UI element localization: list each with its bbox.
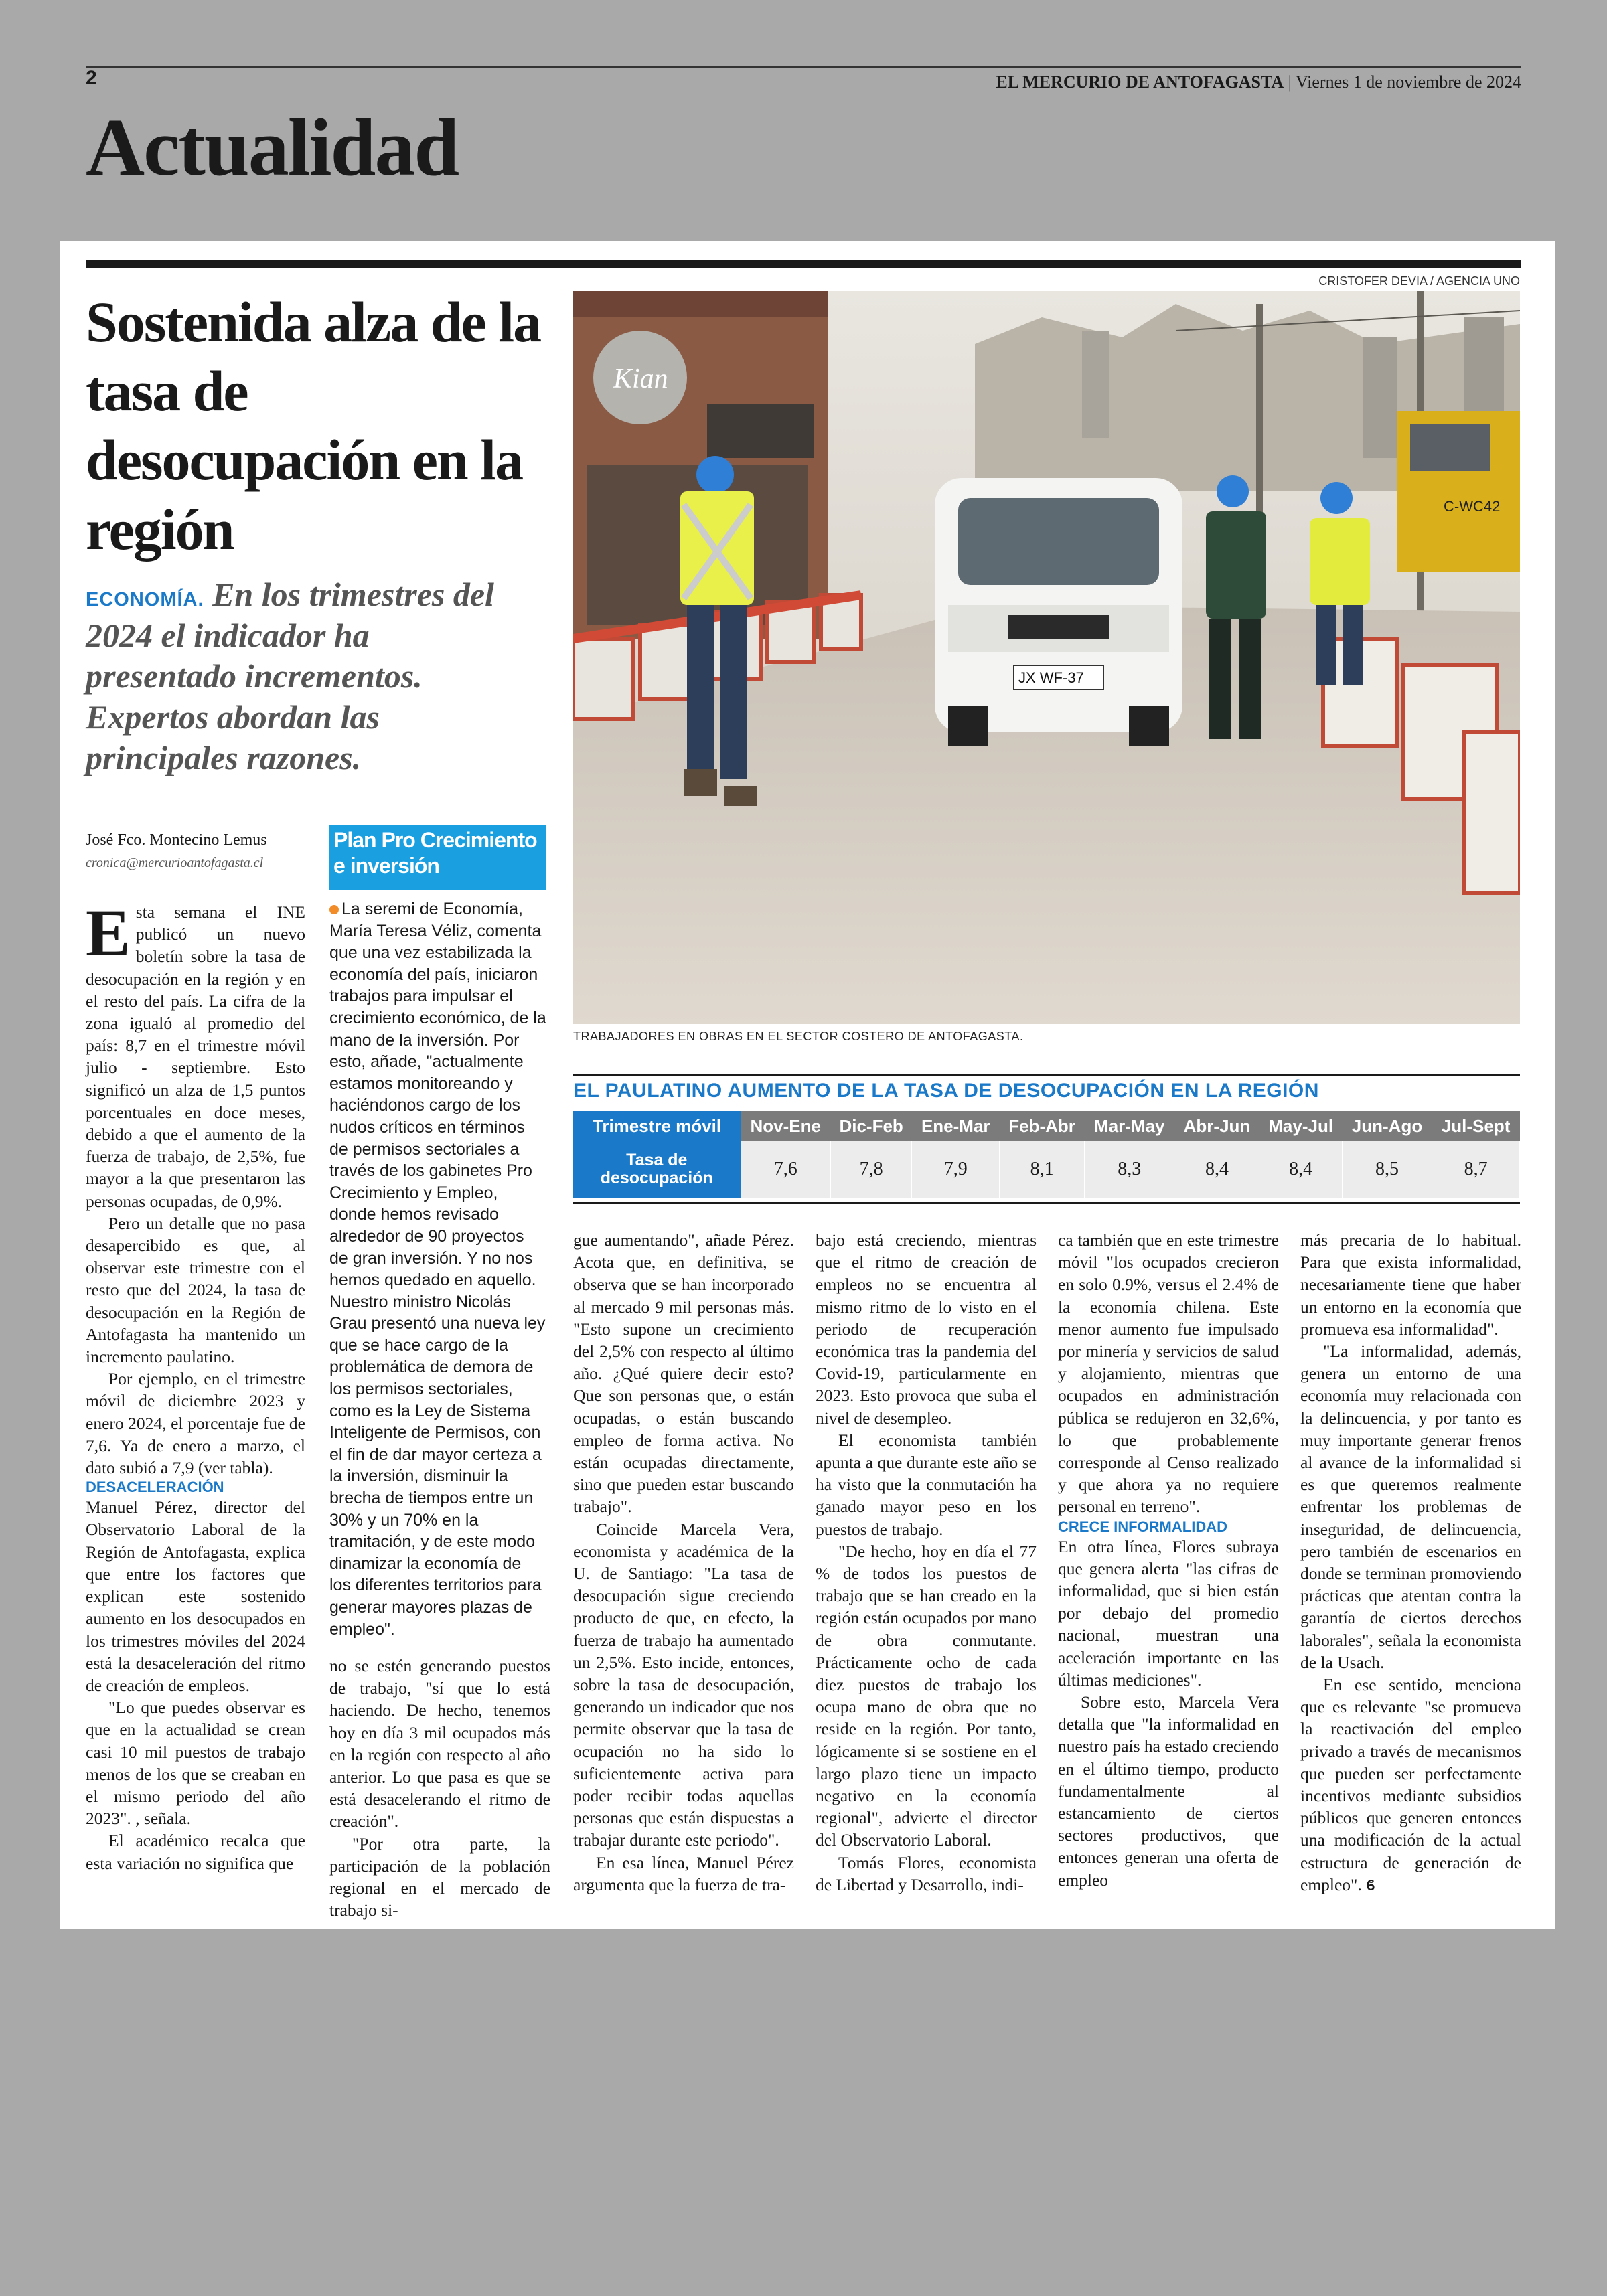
photo-street-works	[573, 291, 1520, 1024]
page-number: 2	[86, 67, 97, 89]
table-cell: 8,5	[1342, 1141, 1432, 1198]
publication-info	[996, 72, 1521, 92]
paragraph: Manuel Pérez, director del Observatorio Laboral de la Región de Antofagasta, explica que entre los factores que explican este sostenido aumento en los desocupados en los trimestres móviles del 2024 está la desaceleración del ritmo de creación de empleos.	[86, 1497, 305, 1695]
author: José Fco. Montecino Lemus	[86, 831, 267, 849]
subheading-crece-informalidad: CRECE INFORMALIDAD	[1058, 1518, 1227, 1535]
col-may-jul: May-Jul	[1259, 1111, 1342, 1141]
bullet-icon	[329, 905, 339, 914]
table-header-row	[573, 1111, 1520, 1141]
col-abr-jun: Abr-Jun	[1174, 1111, 1259, 1141]
publication-date: | Viernes 1 de noviembre de 2024	[1288, 72, 1521, 92]
deck-text: En los trimestres del 2024 el indicador ha presentado incrementos. Expertos abordan las principales razones.	[86, 576, 494, 776]
photo-illustration	[573, 291, 1520, 1024]
section-title: Actualidad	[86, 102, 459, 193]
paragraph: gue aumentando", añade Pérez. Acota que, en definitiva, se observa que se han incorporado al mercado 9 mil personas más. "Esto supone un crecimiento del 2,5% con respecto al último año. ¿Qué quiere decir esto? Que son personas que, o están ocupadas, o están buscando empleo de forma activa. No están ocupadas directamente, sino que pueden estar buscando trabajo".	[573, 1230, 794, 1517]
paragraph: En esa línea, Manuel Pérez argumenta que la fuerza de tra-	[573, 1852, 794, 1894]
unemployment-table	[573, 1111, 1520, 1198]
headline: Sostenida alza de la tasa de desocupación en la región	[86, 290, 541, 562]
paragraph: En ese sentido, menciona que es relevante "se promueva la reactivación del empleo privado a través de mecanismos que pueden ser perfectamente incentivos mediante subsidios públicos que generen entonces una modificación de la actual estructura de generación de empleo". ϐ	[1300, 1675, 1521, 1894]
deck	[86, 574, 528, 778]
table-cell: 8,3	[1085, 1141, 1174, 1198]
author-email[interactable]: cronica@mercurioantofagasta.cl	[86, 855, 264, 870]
col-ene-mar: Ene-Mar	[912, 1111, 1000, 1141]
photo-caption: TRABAJADORES EN OBRAS EN EL SECTOR COSTERO DE ANTOFAGASTA.	[573, 1030, 1024, 1043]
table-cell: 8,7	[1432, 1141, 1520, 1198]
paragraph: más precaria de lo habitual. Para que exista informalidad, necesariamente tiene que haber un entorno en la economía que promueva esa informalidad".	[1300, 1230, 1521, 1339]
photo-credit: CRISTOFER DEVIA / AGENCIA UNO	[1318, 274, 1520, 288]
paragraph: "Por otra parte, la participación de la población regional en el mercado de trabajo si-	[329, 1833, 550, 1920]
paragraph: "La informalidad, además, genera un entorno de una economía muy relacionada con la delincuencia, y por tanto es muy importante generar frenos al avance de la informalidad si es que queremos realmente enfrentar los problemas de inseguridad, de delincuencia, pero también de escenarios en donde se terminan promoviendo prácticas que atentan contra la garantía de ciertos derechos laborales", señala la economista de la Usach.	[1300, 1341, 1521, 1672]
paragraph: ca también que en este trimestre móvil "los ocupados crecieron en solo 0.9%, versus el 2.4% de la economía chilena. Este menor aumento fue impulsado por minería y servicios de salud y alojamiento, mientras que ocupados en administración pública se redujeron en 32,6%, lo que probablemente corresponde al Censo realizado y que ahora ya no requiere personal en terreno".	[1058, 1230, 1279, 1517]
body-column-5	[1058, 1229, 1279, 1891]
end-mark-icon: ϐ	[1366, 1876, 1375, 1894]
table-title: EL PAULATINO AUMENTO DE LA TASA DE DESOCUPACIÓN EN LA REGIÓN	[573, 1074, 1520, 1102]
table-row-label: Tasa de desocupación	[573, 1141, 741, 1198]
body-column-6	[1300, 1229, 1521, 1896]
sidebar-title: Plan Pro Crecimiento e inversión	[329, 825, 546, 890]
col-dic-feb: Dic-Feb	[830, 1111, 911, 1141]
col-jun-ago: Jun-Ago	[1342, 1111, 1432, 1141]
sidebar-body: La seremi de Economía, María Teresa Véliz, comenta que una vez estabilizada la economía del país, iniciaron trabajos para impulsar el crecimiento económico, de la mano de la inversión. Por esto, añade, "actualmente estamos monitoreando y haciéndonos cargo de los nudos críticos en términos de permisos sectoriales a través de los gabinetes Pro Crecimiento y Empleo, donde hemos revisado alrededor de 90 proyectos de gran inversión. Y no nos hemos quedado en aquello. Nuestro ministro Nicolás Grau presentó una nueva ley que se hace cargo de la problemática de demora de los permisos sectoriales, como es la Ley de Sistema Inteligente de Permisos, con el fin de dar mayor certeza a la inversión, disminuir la brecha de tiempos entre un 30% y un 70% en la tramitación, y de este modo dinamizar la economía de los diferentes territorios para generar mayores plazas de empleo".	[329, 900, 546, 1639]
sidebar-text	[329, 898, 546, 1640]
publication-name: EL MERCURIO DE ANTOFAGASTA	[996, 72, 1284, 92]
store-sign: Kian	[613, 363, 668, 394]
table-row-header: Trimestre móvil	[573, 1111, 741, 1141]
table-cell: 8,1	[1000, 1141, 1085, 1198]
paragraph: En otra línea, Flores subraya que genera alerta "las cifras de informalidad, que si bien están por debajo del promedio nacional, muestran una aceleración importante en las últimas mediciones".	[1058, 1536, 1279, 1690]
paragraph: Esta semana el INE publicó un nuevo boletín sobre la tasa de desocupación en la región y en el resto del país. La cifra de la zona igualó al promedio del país: 8,7 en el trimestre móvil julio - septiembre. Esto significó un alza de 1,5 puntos porcentuales en doce meses, debido a que el aumento de la fuerza de trabajo, de 2,5%, fue mayor a la que presentaron las personas ocupadas, de 0,9%.	[86, 896, 305, 1211]
col-mar-may: Mar-May	[1085, 1111, 1174, 1141]
truck-label: C-WC42	[1444, 498, 1501, 515]
subheading-desaceleracion: DESACELERACIÓN	[86, 1479, 224, 1496]
white-van	[935, 478, 1182, 746]
table-bottom-rule	[573, 1202, 1520, 1204]
body-column-3	[573, 1229, 794, 1896]
col-jul-sept: Jul-Sept	[1432, 1111, 1520, 1141]
paragraph: Sobre esto, Marcela Vera detalla que "la informalidad en nuestro país ha estado creciendo en el último tiempo, producto fundamentalmente al estancamiento de ciertos sectores productivos, que entonces generan una oferta de empleo	[1058, 1692, 1279, 1890]
paragraph: El economista también apunta a que durante este año se ha visto que la conmutación ha ganado mayor peso en los puestos de trabajo.	[816, 1430, 1037, 1539]
table-cell: 8,4	[1259, 1141, 1342, 1198]
paragraph: Tomás Flores, economista de Libertad y Desarrollo, indi-	[816, 1852, 1037, 1894]
col-nov-ene: Nov-Ene	[741, 1111, 830, 1141]
table-cell: 8,4	[1174, 1141, 1259, 1198]
col-feb-abr: Feb-Abr	[1000, 1111, 1085, 1141]
paragraph: Pero un detalle que no pasa desapercibido es que, al observar este trimestre con el resto que del 2024, la tasa de desocupación en la Región de Antofagasta ha mantenido un incremento paulatino.	[86, 1213, 305, 1367]
top-rule	[86, 66, 1521, 68]
paragraph: "Lo que puedes observar es que en la actualidad se crean casi 10 mil puestos de trabajo menos de los que se creaban en el mismo periodo del año 2023". , señala.	[86, 1698, 305, 1829]
paragraph: Por ejemplo, en el trimestre móvil de diciembre 2023 y enero 2024, el porcentaje fue de 7,6. Ya de enero a marzo, el dato subió a 7,9 (ver tabla).	[86, 1369, 305, 1478]
license-plate: JX WF-37	[1018, 669, 1084, 686]
article-top-rule	[86, 260, 1521, 268]
paragraph: bajo está creciendo, mientras que el ritmo de creación de empleos no se encuentra al mismo ritmo de lo visto en el periodo de recuperación económica tras la pandemia del Covid-19, particularmente en 2023. Esto provoca que suba el nivel de desempleo.	[816, 1230, 1037, 1428]
table-row	[573, 1141, 1520, 1198]
kicker: ECONOMÍA.	[86, 589, 204, 610]
table-cell: 7,6	[741, 1141, 830, 1198]
paragraph: El académico recalca que esta variación no significa que	[86, 1831, 305, 1873]
paragraph: "De hecho, hoy en día el 77 % de todos los puestos de trabajo que se han creado en la región están ocupados por mano de obra conmutante. Prácticamente ocho de cada diez puestos de trabajo los ocupa mano de obra que no reside en la región. Por tanto, lógicamente si se sostiene en el largo plazo tiene un impacto negativo en la economía regional", advierte el director del Observatorio Laboral.	[816, 1541, 1037, 1850]
body-column-2	[329, 1655, 550, 1921]
table-cell: 7,9	[912, 1141, 1000, 1198]
paragraph: Coincide Marcela Vera, economista y académica de la U. de Santiago: "La tasa de desocupación sigue creciendo producto de que, en efecto, la fuerza de trabajo ha aumentado un 2,5%. Esto incide, entonces, sobre la tasa de desocupación, generando un indicador que nos permite observar que la tasa de ocupación no ha sido lo suficientemente activa para poder recibir todas aquellas personas que están dispuestas a trabajar durante este periodo".	[573, 1519, 794, 1850]
paragraph: no se estén generando puestos de trabajo, "sí que lo está haciendo. De hecho, tenemos hoy en día 3 mil ocupados más en la región con respecto al año anterior. Lo que pasa es que se está desacelerando el ritmo de creación".	[329, 1656, 550, 1831]
body-column-4	[816, 1229, 1037, 1896]
body-column-1	[86, 896, 305, 1874]
drop-cap: E	[86, 896, 131, 970]
table-cell: 7,8	[830, 1141, 911, 1198]
